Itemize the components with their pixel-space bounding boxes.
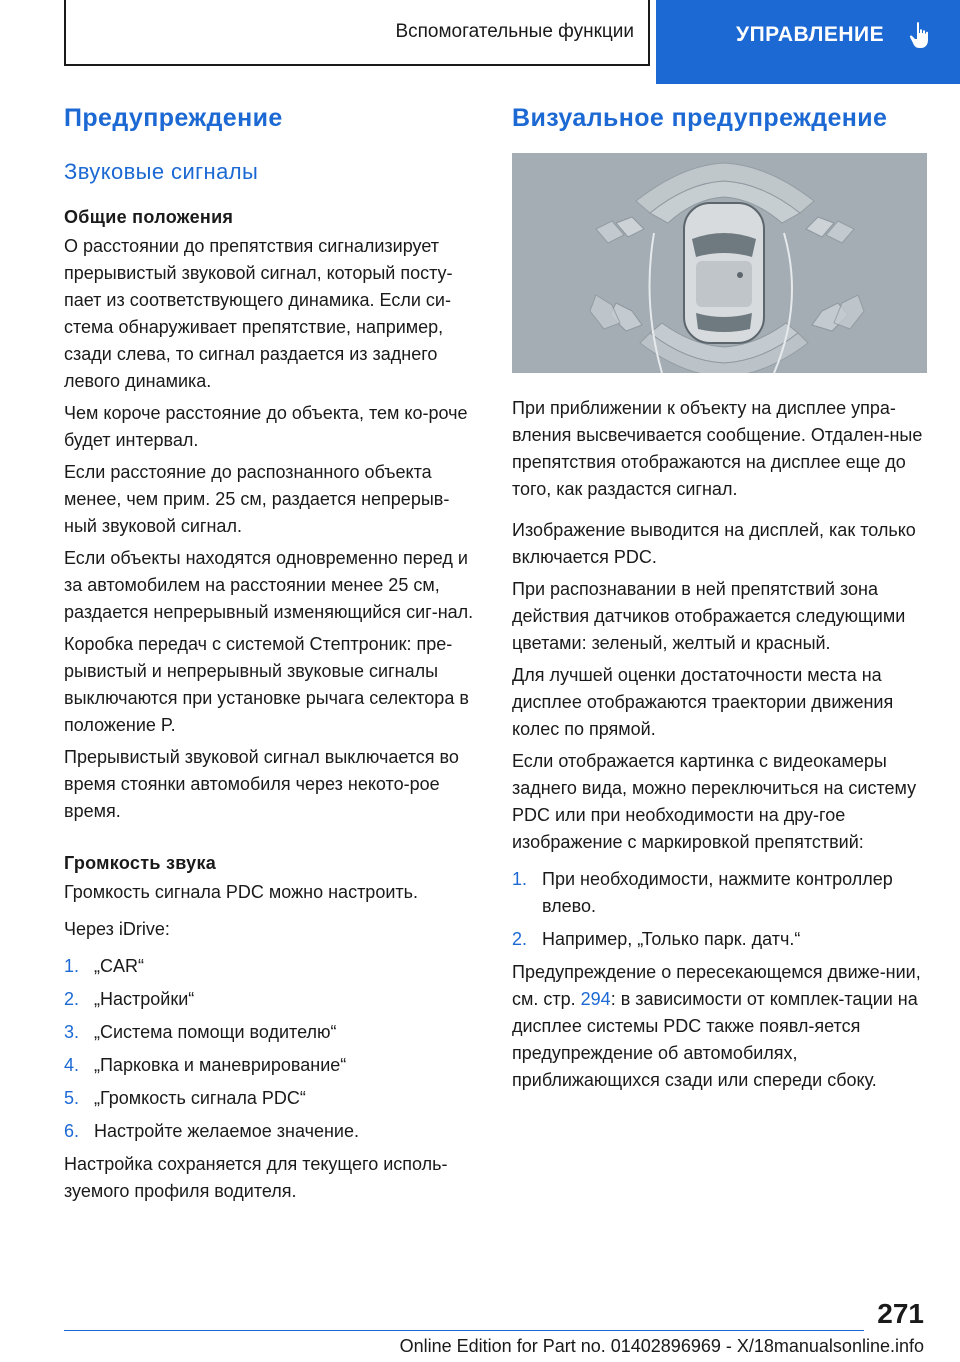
- subsection-title-sound: Звуковые сигналы: [64, 159, 259, 184]
- left-column: [64, 100, 479, 1205]
- paragraph-cross-traffic: Предупреждение о пересекающемся движе-нии, см. стр. 294: в зависимости от комплек-тации на дисплее системы PDC также появл-яется предупреждение об автомобилях, приближающихся сзади или спереди сбоку.: [512, 962, 921, 1090]
- footer-edition: Online Edition for Part no. 01402896969 - X/18: [399, 1336, 774, 1356]
- chapter-title: Вспомогательные функции: [395, 21, 634, 42]
- paragraph: При приближении к объекту на дисплее упра-вления высвечивается сообщение. Отдален-ные препятствия отображаются на дисплее еще до того, как раздастся сигнал.: [512, 398, 923, 499]
- section-title-warning: Предупреждение: [64, 104, 283, 132]
- pdc-steps-list: [512, 866, 927, 953]
- paragraph: Через iDrive:: [64, 919, 170, 939]
- paragraph: Изображение выводится на дисплей, как только включается PDC.: [512, 520, 916, 567]
- paragraph: При распознавании в ней препятствий зона действия датчиков отображается следующими цветами: зеленый, желтый и красный.: [512, 579, 906, 653]
- paragraph: Если расстояние до распознанного объекта менее, чем прим. 25 см, раздается непрерыв-ный звуковой сигнал.: [64, 462, 450, 536]
- page-link-294[interactable]: 294: [580, 989, 611, 1009]
- footer-site: manualsonline.info: [773, 1336, 924, 1356]
- paragraph: О расстоянии до препятствия сигнализирует прерывистый звуковой сигнал, который посту-пает из соответствующего динамика. Если си-стема обнаруживает препятствие, например, сзади слева, то сигнал раздается из заднего левого динамика.: [64, 236, 453, 391]
- list-item: 6. Настройте желаемое значение.: [64, 1121, 359, 1141]
- page-number: 271: [877, 1298, 924, 1329]
- paragraph: Для лучшей оценки достаточности места на дисплее отображаются траектории движения колес по прямой.: [512, 665, 894, 739]
- hand-pointer-icon: [908, 21, 932, 49]
- idrive-steps-list: [64, 953, 479, 1145]
- list-item: 4. „Парковка и маневрирование“: [64, 1055, 347, 1075]
- volume-heading: Громкость звука: [64, 853, 217, 873]
- list-item: 2. „Настройки“: [64, 989, 195, 1009]
- list-item: 5. „Громкость сигнала PDC“: [64, 1088, 306, 1108]
- footer-divider: [64, 1330, 864, 1331]
- paragraph: Громкость сигнала PDC можно настроить.: [64, 882, 419, 902]
- list-item: 2. Например, „Только парк. датч.“: [512, 929, 801, 949]
- car-icon: [684, 203, 764, 343]
- pdc-display-image: [512, 153, 927, 373]
- paragraph: Если объекты находятся одновременно перед и за автомобилем на расстоянии менее 25 см, раздается непрерывный изменяющийся сиг-нал.: [64, 548, 474, 622]
- section-tab-label: УПРАВЛЕНИЕ: [736, 23, 885, 46]
- paragraph: Если отображается картинка с видеокамеры заднего вида, можно переключиться на систему PDC или при необходимости на дру-гое изображение с маркировкой препятствий:: [512, 751, 917, 852]
- paragraph: Прерывистый звуковой сигнал выключается во время стоянки автомобиля через некото-рое время.: [64, 747, 459, 821]
- list-item: 3. „Система помощи водителю“: [64, 1022, 337, 1042]
- paragraph: Чем короче расстояние до объекта, тем ко-роче будет интервал.: [64, 403, 468, 450]
- chapter-header: [64, 0, 650, 66]
- pdc-illustration: [512, 153, 927, 373]
- section-tab[interactable]: [656, 0, 960, 84]
- section-title-visual: Визуальное предупреждение: [512, 104, 888, 132]
- list-item: 1. „CAR“: [64, 956, 144, 976]
- general-heading: Общие положения: [64, 207, 234, 227]
- paragraph: Коробка передач с системой Стептроник: пре-рывистый и непрерывный звуковые сигналы выключаются при установке рычага селектора в положение P.: [64, 634, 469, 735]
- list-item: 1. При необходимости, нажмите контроллер влево.: [512, 869, 893, 916]
- paragraph: Настройка сохраняется для текущего исполь-зуемого профиля водителя.: [64, 1154, 448, 1201]
- right-column: [512, 100, 927, 1094]
- footer: [400, 1336, 924, 1357]
